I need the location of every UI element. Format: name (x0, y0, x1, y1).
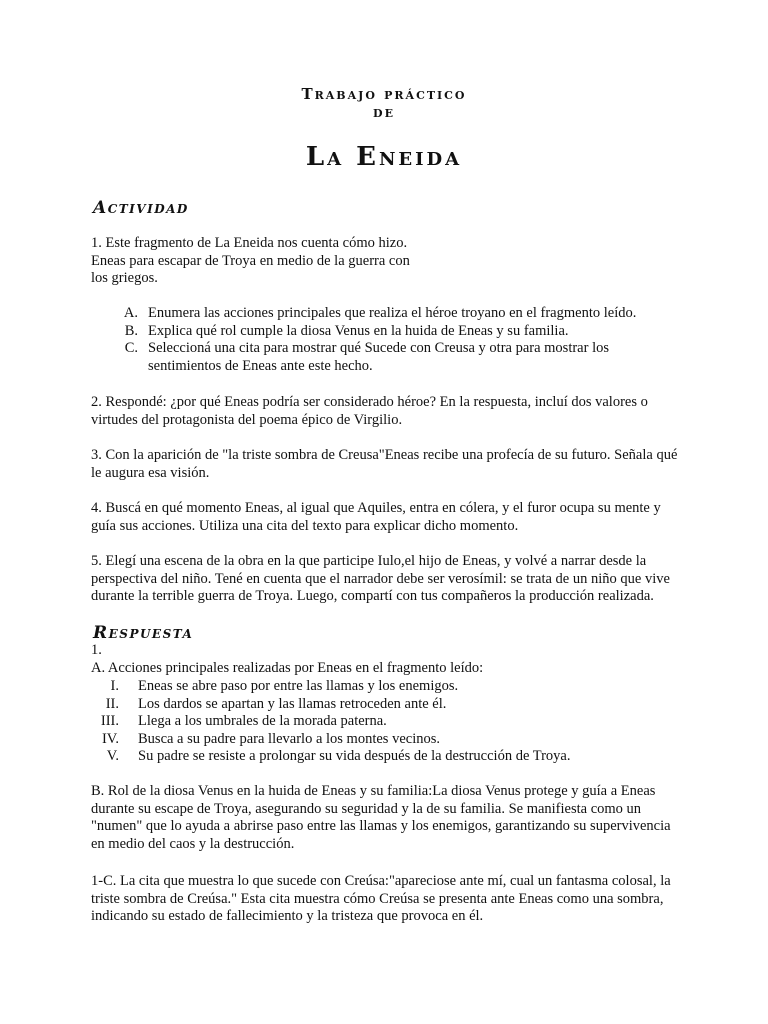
list-marker: B. (124, 322, 138, 339)
title-line-2: de (373, 103, 395, 121)
question-3: 3. Con la aparición de "la triste sombra de Creusa"Eneas recibe una profecía de su futuro. Señala qué le augura esa visión. (91, 447, 678, 481)
question-4: 4. Buscá en qué momento Eneas, al igual que Aquiles, entra en cólera, y el furor ocupa su mente y guía sus acciones. Utiliza una cita del texto para explicar dicho momento. (91, 500, 661, 534)
list-item (101, 323, 676, 341)
list-item-text: Busca a su padre para llevarlo a los montes vecinos. (138, 730, 440, 747)
list-marker: A. (123, 305, 138, 321)
list-item-text: Enumera las acciones principales que realiza el héroe troyano en el fragmento leído. (148, 305, 637, 321)
answer-heading: Respuesta (93, 623, 194, 643)
list-item-text: Seleccioná una cita para mostrar qué Sucede con Creusa y otra para mostrar los sentimientos de Eneas ante este hecho. (148, 340, 609, 374)
list-marker: II. (105, 695, 119, 712)
list-item-text: Llega a los umbrales de la morada paterna. (138, 713, 387, 730)
answer-c: 1-C. La cita que muestra lo que sucede con Creúsa:"apareciose ante mí, cual un fantasma colosal, la triste sombra de Creúsa." Esta cita muestra cómo Creúsa se presenta ante Eneas como una sombra, indicando su estado de fallecimiento y la tristeza que provoca en él. (91, 873, 671, 925)
list-item-text: Su padre se resiste a prolongar su vida después de la destrucción de Troya. (138, 748, 571, 765)
list-item (91, 748, 681, 766)
answer-number: 1. (91, 642, 102, 658)
list-marker: I. (110, 678, 119, 694)
list-item (101, 340, 676, 375)
answer-a-list (91, 678, 681, 766)
main-title: La Eneida (305, 142, 463, 172)
question-2: 2. Respondé: ¿por qué Eneas podría ser considerado héroe? En la respuesta, incluí dos valores o virtudes del protagonista del poema épico de Virgilio. (91, 394, 648, 428)
list-marker: IV. (101, 730, 119, 747)
list-item (91, 731, 681, 749)
list-item-text: Los dardos se apartan y las llamas retroceden ante él. (138, 695, 447, 712)
question-5: 5. Elegí una escena de la obra en la que participe Iulo,el hijo de Eneas, y volvé a narrar desde la perspectiva del niño. Tené en cuenta que el narrador debe ser verosímil: se trata de un niño que vive durante la terrible guerra de Troya. Luego, compartí con tus compañeros la producción realizada. (91, 553, 670, 605)
list-marker: V. (106, 748, 119, 765)
answer-b: B. Rol de la diosa Venus en la huida de Eneas y su familia:La diosa Venus protege y guía a Eneas durante su escape de Troya, asegurando su seguridad y la de su familia. Se manifiesta como un "numen" que lo ayuda a abrirse paso entre las llamas y los enemigos, garantizando su supervivencia en medio del caos y la destrucción. (91, 783, 671, 852)
list-item (91, 678, 681, 696)
list-marker: III. (100, 713, 119, 730)
list-item (101, 305, 676, 323)
list-item-text: Explica qué rol cumple la diosa Venus en la huida de Eneas y su familia. (148, 322, 569, 339)
answer-a-intro: A. Acciones principales realizadas por Eneas en el fragmento leído: (91, 660, 484, 676)
list-item (91, 713, 681, 731)
list-item-text: Eneas se abre paso por entre las llamas y los enemigos. (138, 678, 459, 694)
title-line-1: Trabajo práctico (301, 85, 467, 103)
list-item (91, 696, 681, 714)
question-1-intro: 1. Este fragmento de La Eneida nos cuenta cómo hizo. Eneas para escapar de Troya en medio de la guerra con los griegos. (91, 235, 410, 287)
question-1-list (101, 305, 676, 375)
activity-heading: Actividad (93, 198, 189, 218)
list-marker: C. (124, 340, 138, 357)
